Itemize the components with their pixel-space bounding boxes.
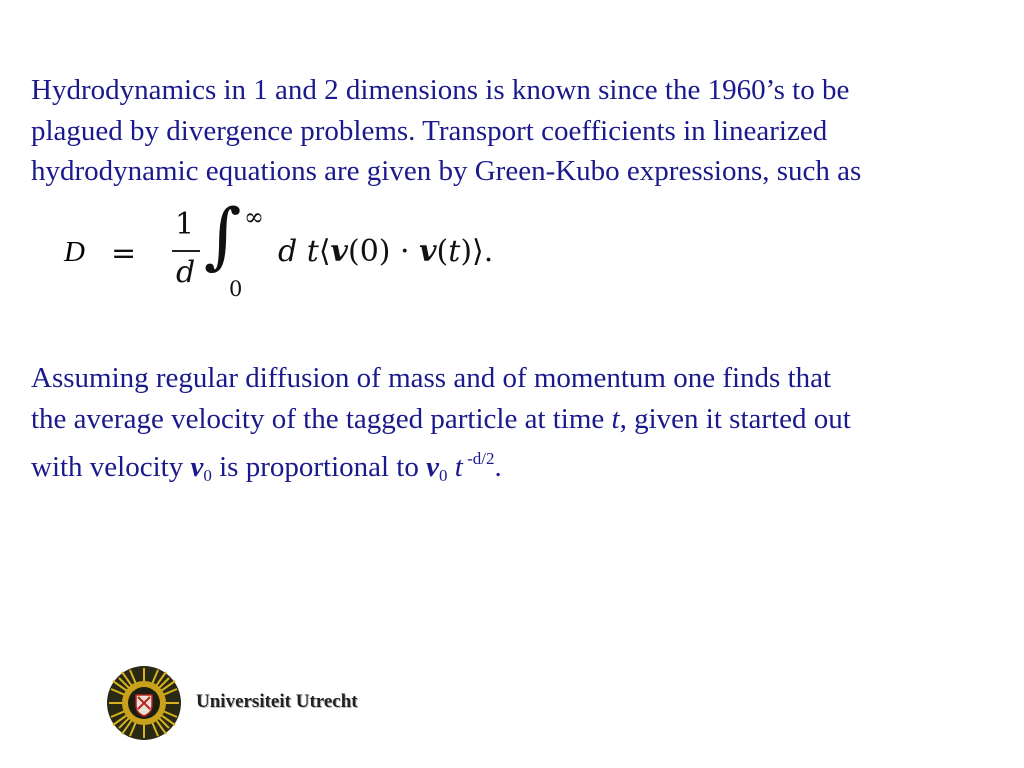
integrand-v1: v: [330, 234, 348, 269]
time-symbol: t: [611, 402, 620, 435]
university-seal-icon: [106, 665, 182, 741]
equation-lhs: D: [64, 236, 85, 268]
integrand-t: t: [306, 234, 319, 269]
result-paragraph: [31, 358, 851, 497]
result-line-2-a: the average velocity of the tagged particle at time: [31, 402, 612, 435]
university-name: Universiteit Utrecht: [196, 691, 358, 712]
result-line-1: Assuming regular diffusion of mass and of momentum one finds that: [31, 362, 832, 394]
integrand-d: d: [278, 234, 298, 269]
integrand: [278, 234, 493, 269]
integrand-arg2: (: [436, 234, 449, 269]
integrand-close: )⟩.: [460, 234, 494, 269]
exponent: -d/2: [462, 449, 495, 468]
velocity-symbol: v: [190, 451, 204, 483]
green-kubo-equation: [168, 193, 538, 305]
fraction-denominator: d: [176, 255, 196, 290]
result-line-3-end: .: [494, 451, 502, 483]
integrand-arg1: (0) ·: [347, 234, 420, 269]
integral-sign: ∫: [204, 193, 242, 277]
fraction-bar: [172, 250, 200, 252]
fraction-numerator: 1: [175, 207, 195, 242]
intro-line-2: plagued by divergence problems. Transport coefficients in linearized: [31, 114, 828, 147]
integral-lower-limit: 0: [229, 277, 243, 301]
integrand-open: ⟨: [318, 234, 331, 269]
time-symbol-2: t: [447, 451, 463, 483]
result-line-3: [31, 439, 851, 497]
intro-line-1: Hydrodynamics in 1 and 2 dimensions is known since the 1960’s to be: [31, 74, 850, 106]
integrand-t2: t: [448, 234, 461, 269]
intro-paragraph: [31, 70, 861, 192]
velocity-subscript-2: 0: [439, 466, 448, 485]
integral-upper-limit: ∞: [244, 203, 264, 231]
result-line-2: [31, 399, 851, 440]
intro-line-3: hydrodynamic equations are given by Green-Kubo expressions, such as: [31, 155, 862, 187]
result-line-3-a: with velocity: [31, 451, 191, 483]
result-line-3-b: is proportional to: [211, 451, 427, 483]
velocity-subscript: 0: [203, 466, 212, 485]
velocity-symbol-2: v: [426, 451, 439, 483]
integrand-v2: v: [419, 234, 437, 269]
equation-equals: =: [111, 236, 137, 271]
result-line-2-b: , given it started out: [619, 402, 851, 435]
